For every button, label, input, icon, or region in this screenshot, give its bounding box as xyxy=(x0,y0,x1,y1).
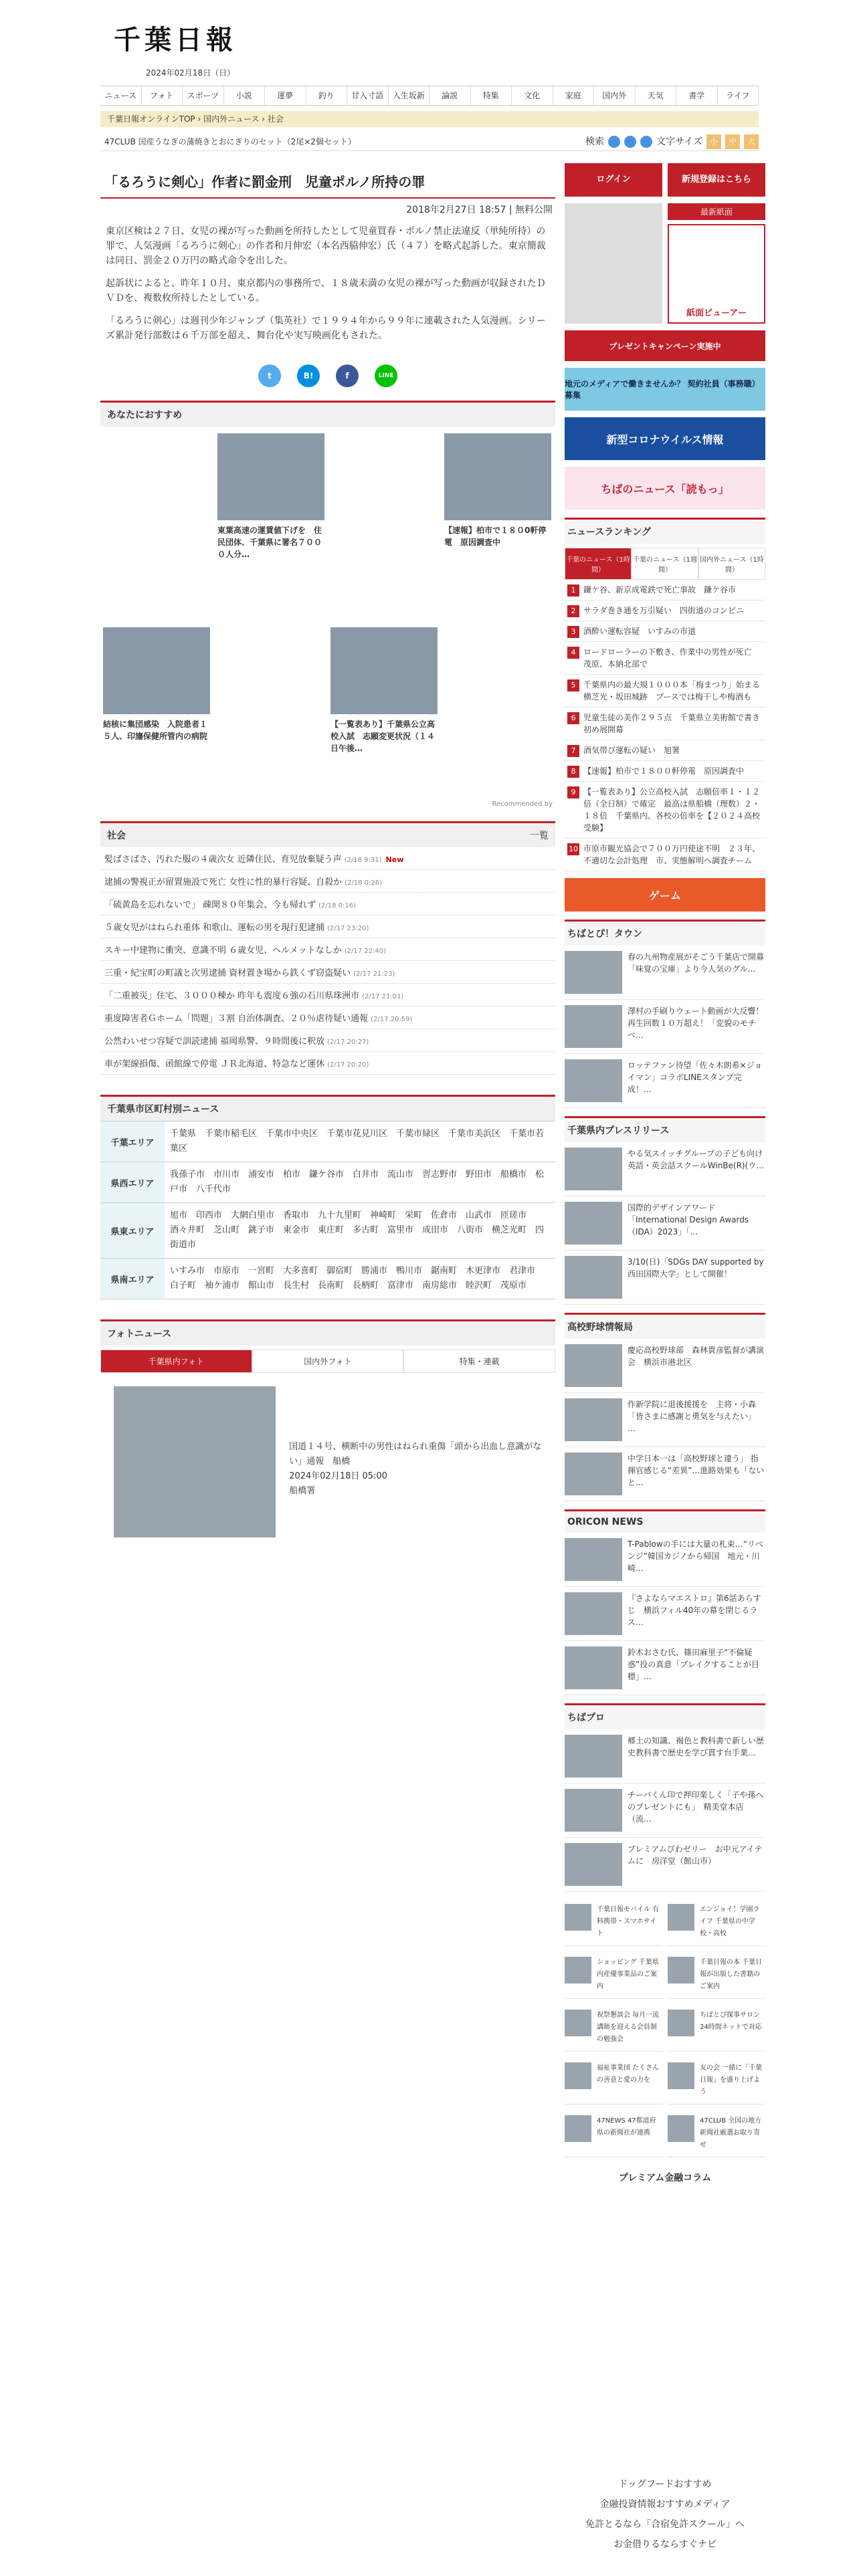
chipro-list xyxy=(565,1729,765,1892)
recommended-by: Recommended by xyxy=(492,800,553,808)
area-cities[interactable]: いすみ市 市原市 一宮町 大多喜町 御宿町 勝浦市 鴨川市 鋸南町 木更津市 君津市 白子町 袖ケ浦市 館山市 長生村 長南町 長柄町 富津市 南房総市 睦沢町 茂原市 xyxy=(165,1259,555,1299)
recommend-grid xyxy=(100,427,555,815)
tobi-heading: ちばとぴ！タウン xyxy=(565,920,765,946)
corona-banner[interactable]: 新型コロナウイルス情報 xyxy=(565,417,765,460)
latest-paper-link[interactable]: 最新紙面 xyxy=(668,203,765,220)
register-button[interactable]: 新規登録はこちら xyxy=(668,163,765,197)
oricon-list xyxy=(565,1533,765,1695)
service-icon xyxy=(565,2010,591,2036)
tobi-text: ロッテファン待望「佐々木朗希×ジョイマン」コラボLINEスタンプ完成！… xyxy=(628,1061,763,1094)
recommend-text: 結核に集団感染 入院患者１５人、印旛保健所管内の病院 xyxy=(103,720,208,741)
ranking-number: 5 xyxy=(567,679,579,691)
baseball-item[interactable] xyxy=(565,1339,765,1393)
service-link[interactable] xyxy=(565,1899,662,1946)
news-time: (2/18 0:16) xyxy=(318,902,357,909)
recommend-item[interactable] xyxy=(103,627,210,742)
photo-item[interactable] xyxy=(100,1373,555,1551)
photo-text xyxy=(289,1386,542,1537)
service-text: エンジョイ！学園ライフ 千葉県の中学校・高校 xyxy=(700,1906,760,1937)
news-item[interactable] xyxy=(100,1052,555,1075)
social-more-link[interactable]: 一覧 xyxy=(530,831,549,841)
oricon-text: T-Pablowの手には大量の札束…“リベンジ”韓国カジノから帰国 地元・川崎… xyxy=(628,1539,763,1573)
service-link[interactable] xyxy=(668,2004,765,2052)
news-time: (2/17 23:20) xyxy=(327,925,369,932)
article-paragraph: 東京区検は２７日、女児の裸が写った動画を所持したとして児童買春・ポルノ禁止法違反（単純所持）の罪で、人気漫画「るろうに剣心」の作者和月伸宏（本名西脇伸宏）氏（４７）を略式起訴した。東京簡裁は同日、罰金２０万円の略式命令を出した。 xyxy=(106,226,546,266)
photo-date: 2024年02月18日 05:00 xyxy=(289,1471,387,1481)
ranking-item[interactable] xyxy=(565,782,765,839)
ranking-item[interactable] xyxy=(565,580,765,601)
press-text: 国際的デザインアワード「International Design Awards（IDA）2023」「… xyxy=(628,1203,749,1237)
search-label: 検索 xyxy=(585,136,605,147)
area-name: 県東エリア xyxy=(100,1203,165,1259)
service-links xyxy=(565,1899,765,2157)
ranking-item[interactable] xyxy=(565,675,769,708)
oricon-item[interactable] xyxy=(565,1587,765,1641)
chipro-heading: ちばプロ xyxy=(565,1703,765,1729)
main-column xyxy=(100,158,555,1551)
tobi-thumbnail xyxy=(565,1005,622,1048)
tab-feature[interactable]: 特集・連載 xyxy=(403,1350,555,1373)
news-time: (2/17 22:40) xyxy=(344,948,387,955)
news-title[interactable]: 三重・紀宝町の町議と次男逮捕 資材置き場から鉄くず窃盗疑い xyxy=(104,968,351,978)
epaper-link[interactable]: 紙面ビューアー xyxy=(668,224,765,324)
ranking-item[interactable] xyxy=(565,740,765,761)
press-thumbnail xyxy=(565,1148,622,1190)
ranking-title: 児童生徒の美作２９５点 千葉県立美術館で書き初め展開幕 xyxy=(583,713,761,734)
press-item[interactable] xyxy=(565,1196,765,1251)
paper-links xyxy=(668,203,765,324)
ranking-number: 3 xyxy=(567,626,579,638)
press-thumbnail xyxy=(565,1202,622,1245)
news-time: (2/17 20:20) xyxy=(327,1061,369,1069)
service-link[interactable] xyxy=(668,2057,765,2105)
oricon-thumbnail xyxy=(565,1538,622,1581)
site-logo[interactable]: 千葉日報 xyxy=(114,24,237,56)
baseball-thumbnail xyxy=(565,1398,622,1441)
article-meta: 2018年2月27日 18:57 | 無料公開 xyxy=(406,205,553,215)
tab-ranking-local-week[interactable]: 千葉のニュース（1週間） xyxy=(632,548,698,580)
service-text: ショッピング 千葉県内産優事業品のご案内 xyxy=(597,1959,659,1990)
news-title[interactable]: 車が架線損傷、函館線で停電 ＪＲ北海道、特急など運休 xyxy=(104,1059,325,1069)
photo-heading: フォトニュース xyxy=(100,1319,555,1346)
share-buttons xyxy=(100,364,555,387)
article-paragraph: 起訴状によると、昨年１０月、東京都内の事務所で、１８歳未満の女児の裸が写った動画が収録されたＤＶＤを、複数枚所持したとしている。 xyxy=(106,278,546,304)
ranking-title: 酒酔い運転容疑 いすみの市道 xyxy=(583,627,696,636)
news-item[interactable] xyxy=(100,893,555,916)
ranking-title: 酒気帯び運転の疑い 旭署 xyxy=(583,746,680,755)
service-icon xyxy=(668,2115,694,2142)
press-text: 3/10(日)「SDGs DAY supported by 西田国際大学」として開催！ xyxy=(628,1257,764,1279)
news-time: (2/18 9:31) xyxy=(344,857,382,864)
service-text: 千葉日報の本 千葉日報が出版した書籍のご案内 xyxy=(700,1959,763,1990)
twitter-share-button[interactable]: t xyxy=(258,364,281,387)
service-icon xyxy=(668,1957,694,1983)
oricon-thumbnail xyxy=(565,1646,622,1689)
ranking-number: 7 xyxy=(567,745,579,757)
main-nav xyxy=(100,86,759,106)
nav-item[interactable]: フォト xyxy=(142,86,183,105)
ranking-title: 鎌ケ谷、新京成電鉄で死亡事故 鎌ケ谷市 xyxy=(583,585,737,595)
footer-link[interactable]: ドッグフードおすすめ xyxy=(618,2479,712,2490)
service-text: ちばとぴ探事サロン 24時間ネットで対応 xyxy=(700,2012,762,2031)
ranking-item[interactable] xyxy=(565,839,765,871)
news-title[interactable]: 公然わいせつ容疑で訓読逮捕 福岡県警、９時間後に釈放 xyxy=(104,1037,325,1047)
recommend-image xyxy=(330,627,438,714)
nav-item[interactable]: 甘入寸語 xyxy=(347,86,389,105)
baseball-item[interactable] xyxy=(565,1447,765,1501)
footer-links xyxy=(565,2474,765,2555)
font-size-small[interactable]: 小 xyxy=(706,134,721,149)
recommend-image xyxy=(103,627,210,714)
nav-item[interactable]: 特集 xyxy=(471,86,512,105)
ranking-number: 2 xyxy=(567,605,579,617)
service-icon xyxy=(565,2115,591,2142)
news-item[interactable] xyxy=(100,938,555,961)
news-time: (2/18 0:26) xyxy=(345,879,383,887)
search-icon-3[interactable] xyxy=(640,136,652,148)
campaign-banner[interactable]: プレゼントキャンペーン実施中 xyxy=(565,330,765,361)
tobi-item[interactable] xyxy=(565,1000,765,1054)
news-title[interactable]: ５歳女児がはねられ重体 和歌山、運転の男を現行犯逮捕 xyxy=(104,923,325,933)
nav-item[interactable]: 運夢 xyxy=(265,86,306,105)
news-item[interactable] xyxy=(100,916,555,938)
service-text: 祝祭懇談会 毎月一流講師を迎える会員制の勉強会 xyxy=(597,2012,660,2043)
service-text: 友の会 一緒に「千葉日報」を盛り上げよう xyxy=(700,2064,763,2096)
news-title[interactable]: 重度障害者Ｇホーム「問題」３割 自治体調査、２０％虐待疑い通報 xyxy=(104,1014,369,1024)
ranking-heading: ニュースランキング xyxy=(565,518,765,544)
ranking-item[interactable] xyxy=(565,708,765,740)
baseball-item[interactable] xyxy=(565,1393,765,1447)
press-text: やる気スイッチグループの子ども向け英語・英会話スクールWinBe(R)(ウ… xyxy=(628,1149,765,1170)
oricon-thumbnail xyxy=(565,1592,622,1635)
footer-link[interactable]: 免許とるなら「合宿免許スクール」へ xyxy=(585,2519,745,2530)
baseball-thumbnail xyxy=(565,1453,622,1495)
tobi-list xyxy=(565,946,765,1108)
footer-link[interactable]: お金借りるならすぐナビ xyxy=(613,2539,717,2550)
news-item[interactable] xyxy=(100,1006,555,1029)
photo-image xyxy=(114,1386,276,1537)
nav-item[interactable]: ニュース xyxy=(100,86,142,105)
job-banner[interactable]: 地元のメディアで働きませんか？ 契約社員（事務職）募集 xyxy=(565,368,765,411)
press-item[interactable] xyxy=(565,1142,765,1196)
chipro-item[interactable] xyxy=(565,1784,765,1838)
news-item[interactable] xyxy=(100,961,555,984)
facebook-share-button[interactable]: f xyxy=(336,364,359,387)
tobi-text: 春の九州物産展がそごう千葉店で開幕「味覚の宝庫」より今人気のグル… xyxy=(628,952,765,974)
oricon-item[interactable] xyxy=(565,1641,765,1695)
ranking-number: 1 xyxy=(567,584,579,597)
read-banner[interactable]: ちばのニュース「読もっ」 xyxy=(565,467,765,510)
service-link[interactable] xyxy=(668,1951,765,1999)
article-body xyxy=(100,224,555,351)
social-heading xyxy=(100,821,555,847)
article-title: 「るろうに剣心」作者に罰金刑 児童ポルノ所持の罪 xyxy=(100,165,555,199)
recommend-heading: あなたにおすすめ xyxy=(100,401,555,427)
service-icon xyxy=(668,2010,694,2036)
promo-link[interactable]: 47CLUB 国産うなぎの蒲焼きとおにぎりのセット（2尾×2個セット） xyxy=(104,137,356,146)
tobi-text: 澤村の手刷りウェート動画が大反響！再生回数１０万超え！「変貌のモチベ… xyxy=(628,1006,764,1040)
oricon-text: 『さよならマエストロ』第6話あらすじ 横浜フィル40年の幕を閉じるラス… xyxy=(628,1594,761,1627)
recommend-item[interactable] xyxy=(444,433,551,548)
service-text: 千葉日報モバイル 有料携帯・スマホサイト xyxy=(597,1906,660,1937)
press-list xyxy=(565,1142,765,1305)
area-cities[interactable]: 我孫子市 市川市 浦安市 柏市 鎌ケ谷市 白井市 流山市 習志野市 野田市 船橋市 松戸市 八千代市 xyxy=(165,1162,555,1203)
recommend-image xyxy=(217,433,324,520)
area-name: 県西エリア xyxy=(100,1162,165,1203)
social-news-list xyxy=(100,847,555,1075)
nav-item[interactable]: 入生坂新 xyxy=(389,86,430,105)
ranking-list xyxy=(565,580,769,871)
service-link[interactable] xyxy=(565,2004,662,2052)
nav-item[interactable]: 釣り xyxy=(306,86,348,105)
service-text: 福祉事業団 たくさんの善意と愛の力を xyxy=(597,2064,660,2084)
service-link[interactable] xyxy=(668,2110,765,2157)
news-time: (2/17 20:27) xyxy=(327,1039,369,1046)
news-item[interactable] xyxy=(100,1029,555,1052)
news-item[interactable] xyxy=(100,984,555,1006)
tab-world-photo[interactable]: 国内外フォト xyxy=(252,1350,404,1373)
tab-local-photo[interactable]: 千葉県内フォト xyxy=(100,1350,252,1373)
service-text: 47NEWS 47都道府県の新聞社が連携 xyxy=(597,2117,656,2137)
ranking-title: 千葉県内の最大規１０００本「梅まつり」始まる 横芝光・坂田城跡 ブースでは梅干しや梅酒も xyxy=(583,680,769,702)
news-time: (2/17 21:01) xyxy=(362,993,404,1000)
ranking-item[interactable] xyxy=(565,601,765,621)
nav-item[interactable]: 天気 xyxy=(636,86,677,105)
ranking-number: 4 xyxy=(567,647,579,659)
news-item[interactable] xyxy=(100,870,555,893)
news-title[interactable]: スキー中建物に衝突、意識不明 ６歳女児、ヘルメットなしか xyxy=(104,946,342,956)
nav-item[interactable]: ライフ xyxy=(718,86,759,105)
ranking-item[interactable] xyxy=(565,761,765,782)
sidebar xyxy=(565,158,769,2184)
area-heading: 千葉県市区町村別ニュース xyxy=(100,1095,555,1121)
nav-item[interactable]: 論説 xyxy=(430,86,471,105)
area-name: 千葉エリア xyxy=(100,1121,165,1162)
nav-item[interactable]: 書学 xyxy=(676,86,718,105)
chipro-item[interactable] xyxy=(565,1838,765,1892)
ranking-title: 【一覧表あり】公立高校入試 志願倍率１・１２倍（全日制）で確定 最高は県船橋（理数）２・１８倍 千葉県内、各校の倍率を【２０２４高校受験】 xyxy=(583,787,761,833)
chipro-thumbnail xyxy=(565,1843,622,1886)
photo-tabs xyxy=(100,1350,555,1373)
service-link[interactable] xyxy=(565,2110,662,2157)
ranking-title: ロードローラーの下敷き、作業中の男性が死亡 茂原、本納北部で xyxy=(583,647,760,669)
recommend-text: 東葉高速の運賃値下げを 住民団体、千葉県に署名７０００人分… xyxy=(217,526,322,559)
area-cities[interactable]: 千葉県 千葉市稲毛区 千葉市中央区 千葉市花見川区 千葉市緑区 千葉市美浜区 千葉市若葉区 xyxy=(165,1121,555,1162)
font-size-large[interactable]: 大 xyxy=(744,134,759,149)
service-link[interactable] xyxy=(565,2057,662,2105)
search-area xyxy=(585,132,759,151)
area-cities[interactable]: 旭市 印西市 大網白里市 香取市 九十九里町 神崎町 栄町 佐倉市 山武市 匝瑳市 酒々井町 芝山町 銚子市 東金市 東庄町 多古町 富里市 成田市 八街市 横芝光町 四街道市 xyxy=(165,1203,555,1259)
tobi-thumbnail xyxy=(565,1059,622,1102)
recommend-text: 【一覧表あり】千葉県公立高校入試 志願変更状況（１４日午後… xyxy=(330,720,436,753)
news-title[interactable]: 髪ばさばさ、汚れた服の４歳次女 近隣住民、育児放棄疑う声 xyxy=(104,855,342,865)
service-icon xyxy=(668,2062,694,2089)
hatena-share-button[interactable]: B! xyxy=(297,364,320,387)
news-title[interactable]: 逮捕の警視正が留置施設で死亡 女性に性的暴行容疑、自殺か xyxy=(104,877,343,887)
header-date: 2024年02月18日（日） xyxy=(146,68,235,78)
chipro-text: チーバくん印で押印楽しく「子や孫へのプレゼントにも」 精美堂本店（流… xyxy=(628,1790,764,1824)
search-icon-2[interactable] xyxy=(624,136,636,148)
social-title: 社会 xyxy=(107,831,126,841)
photo-source: 船橋署 xyxy=(289,1486,316,1496)
article-paragraph: 「るろうに剣心」は週刊少年ジャンプ（集英社）で１９９４年から９９年に連載された人気漫画。シリーズ累計発行部数は６千万部を超え、舞台化や実写映画化もされた。 xyxy=(106,316,546,341)
news-title[interactable]: 「二重被災」住宅、３０００棟か 昨年も震度６強の石川県珠洲市 xyxy=(104,991,360,1001)
chipro-text: プレミアムびわゼリー お中元アイテムに 房洋堂（館山市） xyxy=(628,1844,763,1866)
service-link[interactable] xyxy=(668,1899,765,1946)
tobi-item[interactable] xyxy=(565,1054,765,1108)
ranking-title: 市原市観光協会で７００万円使途不明 ２３年、不適切な会計処理 市、実態解明へ調査チーム xyxy=(583,844,761,865)
baseball-heading: 高校野球情報局 xyxy=(565,1313,765,1339)
tobi-item[interactable] xyxy=(565,946,765,1000)
service-link[interactable] xyxy=(565,1951,662,1999)
recommend-text: 【速報】柏市で１８０0軒停電 原因調査中 xyxy=(444,526,547,547)
account-buttons xyxy=(565,163,765,197)
baseball-text: 中学日本一は「高校野球と違う」 指揮官感じる“差異”…進路効果も「ないと… xyxy=(628,1454,765,1487)
oricon-heading: ORICON NEWS xyxy=(565,1509,765,1533)
paper-thumbnail[interactable] xyxy=(565,203,662,324)
oricon-item[interactable] xyxy=(565,1533,765,1587)
news-time: (2/17 20:59) xyxy=(371,1016,413,1023)
site-header xyxy=(100,0,759,80)
font-size-medium[interactable]: 中 xyxy=(725,134,740,149)
baseball-text: 慶応高校野球部 森林貴彦監督が講演会 横浜市港北区 xyxy=(628,1346,765,1367)
service-icon xyxy=(565,2062,591,2089)
premium-column[interactable]: プレミアム金融コラム xyxy=(618,2173,712,2183)
service-icon xyxy=(565,1904,591,1931)
news-item[interactable] xyxy=(100,847,555,870)
tab-ranking-world-hour[interactable]: 国内外ニュース（1時間） xyxy=(698,548,765,580)
chipro-thumbnail xyxy=(565,1789,622,1832)
recommend-image xyxy=(444,433,551,520)
nav-item[interactable]: 小説 xyxy=(224,86,266,105)
font-size-label: 文字サイズ xyxy=(656,136,702,147)
nav-item[interactable]: 文化 xyxy=(512,86,553,105)
chipro-text: 郷土の知識、褐色と教科書で新しい歴史教科書で歴史を学び貫す台手業… xyxy=(628,1736,765,1757)
ranking-number: 9 xyxy=(567,786,579,798)
ranking-title: サラダ巻き通を万引疑い 四街道のコンビニ xyxy=(583,606,744,615)
baseball-list xyxy=(565,1339,765,1501)
nav-item[interactable]: 家庭 xyxy=(553,86,595,105)
photo-caption: 国道１４号、横断中の男性はねられ重傷「頭から出血し意識がない」通報 船橋 xyxy=(289,1442,542,1467)
paper-box xyxy=(565,203,765,324)
area-name: 県南エリア xyxy=(100,1259,165,1299)
tobi-thumbnail xyxy=(565,951,622,994)
service-icon xyxy=(668,1904,694,1931)
service-text: 47CLUB 全国の地方新聞社厳選お取り寄せ xyxy=(700,2117,762,2149)
nav-item[interactable]: スポーツ xyxy=(183,86,224,105)
news-time: (2/17 21:23) xyxy=(353,970,395,978)
line-share-button[interactable]: LINE xyxy=(375,364,397,387)
baseball-thumbnail xyxy=(565,1344,622,1387)
recommend-item[interactable] xyxy=(217,433,324,560)
breadcrumb[interactable]: 千葉日報オンラインTOP › 国内外ニュース › 社会 xyxy=(100,111,759,127)
ranking-number: 10 xyxy=(567,843,579,855)
recommend-item[interactable] xyxy=(330,627,438,754)
oricon-text: 鈴木おさむ氏、篠田麻里子“不倫疑惑”役の真意「ブレイクすることが目標」… xyxy=(628,1648,759,1681)
area-table xyxy=(100,1121,555,1299)
nav-item[interactable]: 国内外 xyxy=(594,86,636,105)
sub-bar xyxy=(100,132,759,151)
ranking-number: 8 xyxy=(567,766,579,778)
footer-link[interactable]: 金融投資情報おすすめメディア xyxy=(599,2499,731,2510)
press-heading: 千葉県内プレスリリース xyxy=(565,1116,765,1142)
chipro-item[interactable] xyxy=(565,1729,765,1784)
game-banner[interactable]: ゲーム xyxy=(565,878,765,911)
press-thumbnail xyxy=(565,1256,622,1299)
ranking-tabs xyxy=(565,548,765,580)
ranking-number: 6 xyxy=(567,712,579,724)
ranking-item[interactable] xyxy=(565,621,765,642)
news-title[interactable]: 「硫黄島を忘れないで」 疎開８０年集会、今も帰れず xyxy=(104,900,316,910)
new-badge: New xyxy=(385,855,404,864)
service-icon xyxy=(565,1957,591,1983)
search-icon[interactable] xyxy=(608,136,620,148)
ranking-item[interactable] xyxy=(565,642,765,675)
ranking-title: 【速報】柏市で１８００軒停電 原因調査中 xyxy=(583,766,745,776)
chipro-thumbnail xyxy=(565,1735,622,1778)
login-button[interactable]: ログイン xyxy=(565,163,662,197)
tab-ranking-local-hour[interactable]: 千葉のニュース（1時間） xyxy=(565,548,632,580)
press-item[interactable] xyxy=(565,1251,765,1305)
baseball-text: 作新学院に退後援援を 主将・小森「皆さまに感謝と勇気を与えたい」 … xyxy=(628,1400,757,1433)
